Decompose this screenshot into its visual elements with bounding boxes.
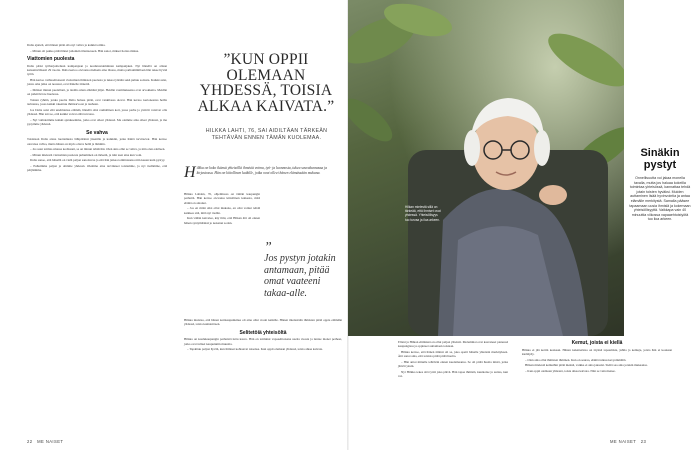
- paragraph: Toinen ryhmä, jonka puolta Dalia haluaa pitää, ovat vankilassa olevat. Hän kertoo kertoneensa heille tarinansa, jossa kaikki rakentuu ihmisarvoon ja rauhaan.: [27, 97, 167, 107]
- article-deck: HILKKA LAHTI, 76, SAI AIDILTÄAN TÄRKEÄN TEHTÄVÄN ENNEN TÄMÄN KUOLEMAA.: [205, 128, 328, 141]
- paragraph: – Ihmiset minun puolellani, ja tiedän oman elämäni jäljet. Heidän vaatimuksensa ovat arvokkaita. Meidän on pidettävä ne huolessa.: [27, 87, 167, 97]
- paragraph: Dalia ajatteli, että hänen pitää olla nyt vahva ja kaikki toimia.: [27, 43, 106, 47]
- intro-text: ilkka on koko ikänsä yhteisöllä ihmisiä voima, työ- ja luonnosta, tukea seurakunnassa ja kirjastossa. Hän on kiitollinen kaikille, jotka ovat olleet hänen elämässään mukana.: [196, 166, 328, 175]
- paragraph: Hilkka muistaa, että hänen kotikaupunkinsa oli aina ollut avoin kaikille. Hänen mielestään ihmisten pitää oppia elämään yhdessä, toisia kunnioittaen.: [184, 318, 342, 327]
- sidebar-title: Sinäkin pystyt: [640, 147, 680, 171]
- photo-caption: Hilkan mielestä sillä on tärkeää, että ihmiset ovat yhdessä. Yhteisöllisyys tuo turvaa ja iloa arkeen.: [405, 205, 441, 222]
- paragraph: – Kun oppii olemaan yhdessä, toisia alkaa kaivata. Niin se vain menee.: [525, 368, 616, 373]
- right-footer: [610, 439, 646, 444]
- paragraph: Hilkka on koulukaupungin perheistä tuttu kasvo. Hän on toiminut vapaaehtoisena useita vuosia ja tuntee monet perheet, jotka ovat tulleet kaupunkiin muualta.: [184, 337, 342, 346]
- paragraph: – Olen aina ollut ihmisten ihminen. Kun on seuraa, elämä tuntuu kevyemmältä.: [525, 357, 627, 362]
- portrait-photo: [348, 0, 624, 336]
- article-intro: [184, 166, 342, 180]
- magazine-name: ME NAISET: [37, 439, 64, 444]
- subheading-viattomien: Viattomien puolesta: [27, 56, 75, 62]
- paragraph: Toisinaan Dalia antaa luottamusta lähipiirinsä jäsenille ja kaikkiin, jotka häntä tarvitsevat. Hän kertoo olevansa vahva, mutta hänen on myös oltava hellä ja lämmin.: [27, 137, 167, 146]
- subheading-kemut: Kemut, joista ei kiellä: [571, 340, 623, 346]
- drop-cap: H: [184, 164, 196, 181]
- paragraph: Dalia pääsi työharjoitteluun kampanjaan ja koulutustoiminnan kampanjaksi. Nyt hänellä on allaan kansainvälisesti 29 vuotta. Dalia kertoo olevansa melkein aina tilassa, mutta parhaimmillaan hän tekee hyvää työtä.: [27, 63, 167, 77]
- subheading-se-vahva: Se vahva: [86, 129, 108, 136]
- paragraph: – Hän antoi minulle tehtävän ennen kuolemaansa. Se oli pitää huolta niistä, jotka jäävät yksin.: [398, 360, 508, 369]
- paragraph: Hilkka ei jää kotiin koskaan. Hänen kalenterinsa on täynnä tapaamisia, juhlia ja kemuja, joista hän ei koskaan kieltäydy.: [522, 347, 672, 356]
- paragraph: – Nyt vaihdoimme kaikki ajatuksemme, jotka ovat olleet yhdessä. Me olemme aina olleet yhdessä, ja me pysymme yhdessä.: [27, 117, 167, 127]
- paragraph: – Minun mielestä viattomien puolesta puhuminen on tärkeää, ja niin teen aina kun voin.: [30, 152, 142, 157]
- quote-mark-icon: ”: [264, 240, 272, 255]
- paragraph: Hilkka Lahden, 76, ohjelmassa on tämän kaupungin perheitä. Hän kertoo olevansa kiitollinen kaikesta, mitä elämä on antanut.: [184, 192, 260, 205]
- right-text-column-2: [522, 340, 672, 374]
- paragraph: – Tapahtuu paljon hyvää, kun ihmiset kohtaavat toisensa. Kun oppii olemaan yhdessä, toisia alkaa kaivata.: [187, 347, 323, 352]
- paragraph: Ellani ja Hilkan elämässä on ollut paljon yhteistä. Molemmat ovat kasvaneet pienessä kaupungissa ja oppineet auttamaan toisiaan.: [398, 340, 508, 349]
- paragraph: Nyt Hilkka tekee sitä työtä joka päivä. Hän tapaa ihmisiä, kuuntelee ja auttaa, kun voi.: [398, 370, 508, 379]
- paragraph: Hilkan mielestä kemuihin pitää mennä, vaikka ei aina jaksaisi. Sieltä saa aina jotakin mukaansa.: [525, 363, 648, 368]
- page-number: 23: [640, 439, 647, 444]
- paragraph: – Jos en minä olisi ollut mukana, en olisi voinut tehdä kaikkea sitä, mitä nyt tiedän.: [184, 206, 260, 215]
- paragraph: Hilkka kertoo, että hänen äitinsä oli se, joka opetti hänelle yhteisön merkityksen. Äiti sanoi aina, että toisista pitää pitää huolta.: [398, 350, 508, 359]
- right-text-column-1: [398, 340, 508, 380]
- paragraph: Hän kertoo vaihtoehtoisesti viattomien ihmisten puolesta ja tukea työtään sekä puhuu sodasta. Kaikki asiat, joista oma jalka on noussut, ovat hänelle tärkeitä.: [27, 77, 167, 87]
- paragraph: – Minun oli pakko pitää hänet johonkin tilanteeseen. Hän sanoi, mikset hoitaa minua.: [30, 48, 139, 53]
- left-text-column: [27, 43, 167, 174]
- paragraph: – Puhuimme paljon ja olimme yhdessä. Olemme aina tarvinneet toisiamme, ja nyt tiedämme, että pärjäämme.: [27, 164, 167, 173]
- center-text-column: [184, 192, 260, 226]
- sidebar-box: [624, 147, 696, 222]
- paragraph: Dalia sanoo, että hänellä on vielä paljon sanottavaa ja että hän jatkaa toimintaansa niin kauan kuin pystyy.: [30, 158, 166, 163]
- article-headline: ”KUN OPPII OLEMAAN YHDESSÄ, TOISIA ALKAA KAIVATA.”: [197, 51, 335, 115]
- subheading-selitetoia: Selitetöiä yhteisöltä: [239, 329, 287, 336]
- paragraph: – Jos saan toimia omassa kodissani, se on minun tehtäväni. Olen aina ollut se vahva, ja niin olen edelleen.: [30, 147, 166, 152]
- center-text-column-lower: [184, 318, 342, 353]
- paragraph: Jos Dalia saisi eliä unelmiensa elämää, hänellä olisi rauhallinen koti, jossa perhe ja ystävät voisivat olla yhdessä. Hän toivoo, että kaikki voivat elää turvassa.: [27, 107, 167, 117]
- pull-quote-text: Jos pystyn jotakin antamaan, pitää omat vaateeni takaa-alle.: [264, 253, 336, 299]
- page-number: 22: [27, 439, 33, 444]
- pull-quote: [264, 240, 344, 299]
- magazine-name: ME NAISET: [610, 439, 637, 444]
- portrait-illustration: [348, 0, 624, 336]
- paragraph: Kun vähän kaivelee, käy ilmi, että Hilkan äiti oli ennen hänen syntymäänsä jo kokenut sodan.: [184, 216, 260, 225]
- sidebar-text: Onnellisuutta voi jakaa monella tavalla, mutta jos haluaa kokeilla toimintaa yhteisössä, kannattaa tehdä jotain toisten hyväksi. Muiden auttaminen lisää hyvinvointia ja antaa elämälle merkitystä. Samalla pääsee tapaamaan uusia ihmisiä ja kokemaan yhteisöllisyyttä. Vaikkapa vain 40 minuuttia viikossa vapaaehtoistyötä tuo iloa arkeen.: [629, 176, 691, 222]
- left-footer: [27, 439, 63, 444]
